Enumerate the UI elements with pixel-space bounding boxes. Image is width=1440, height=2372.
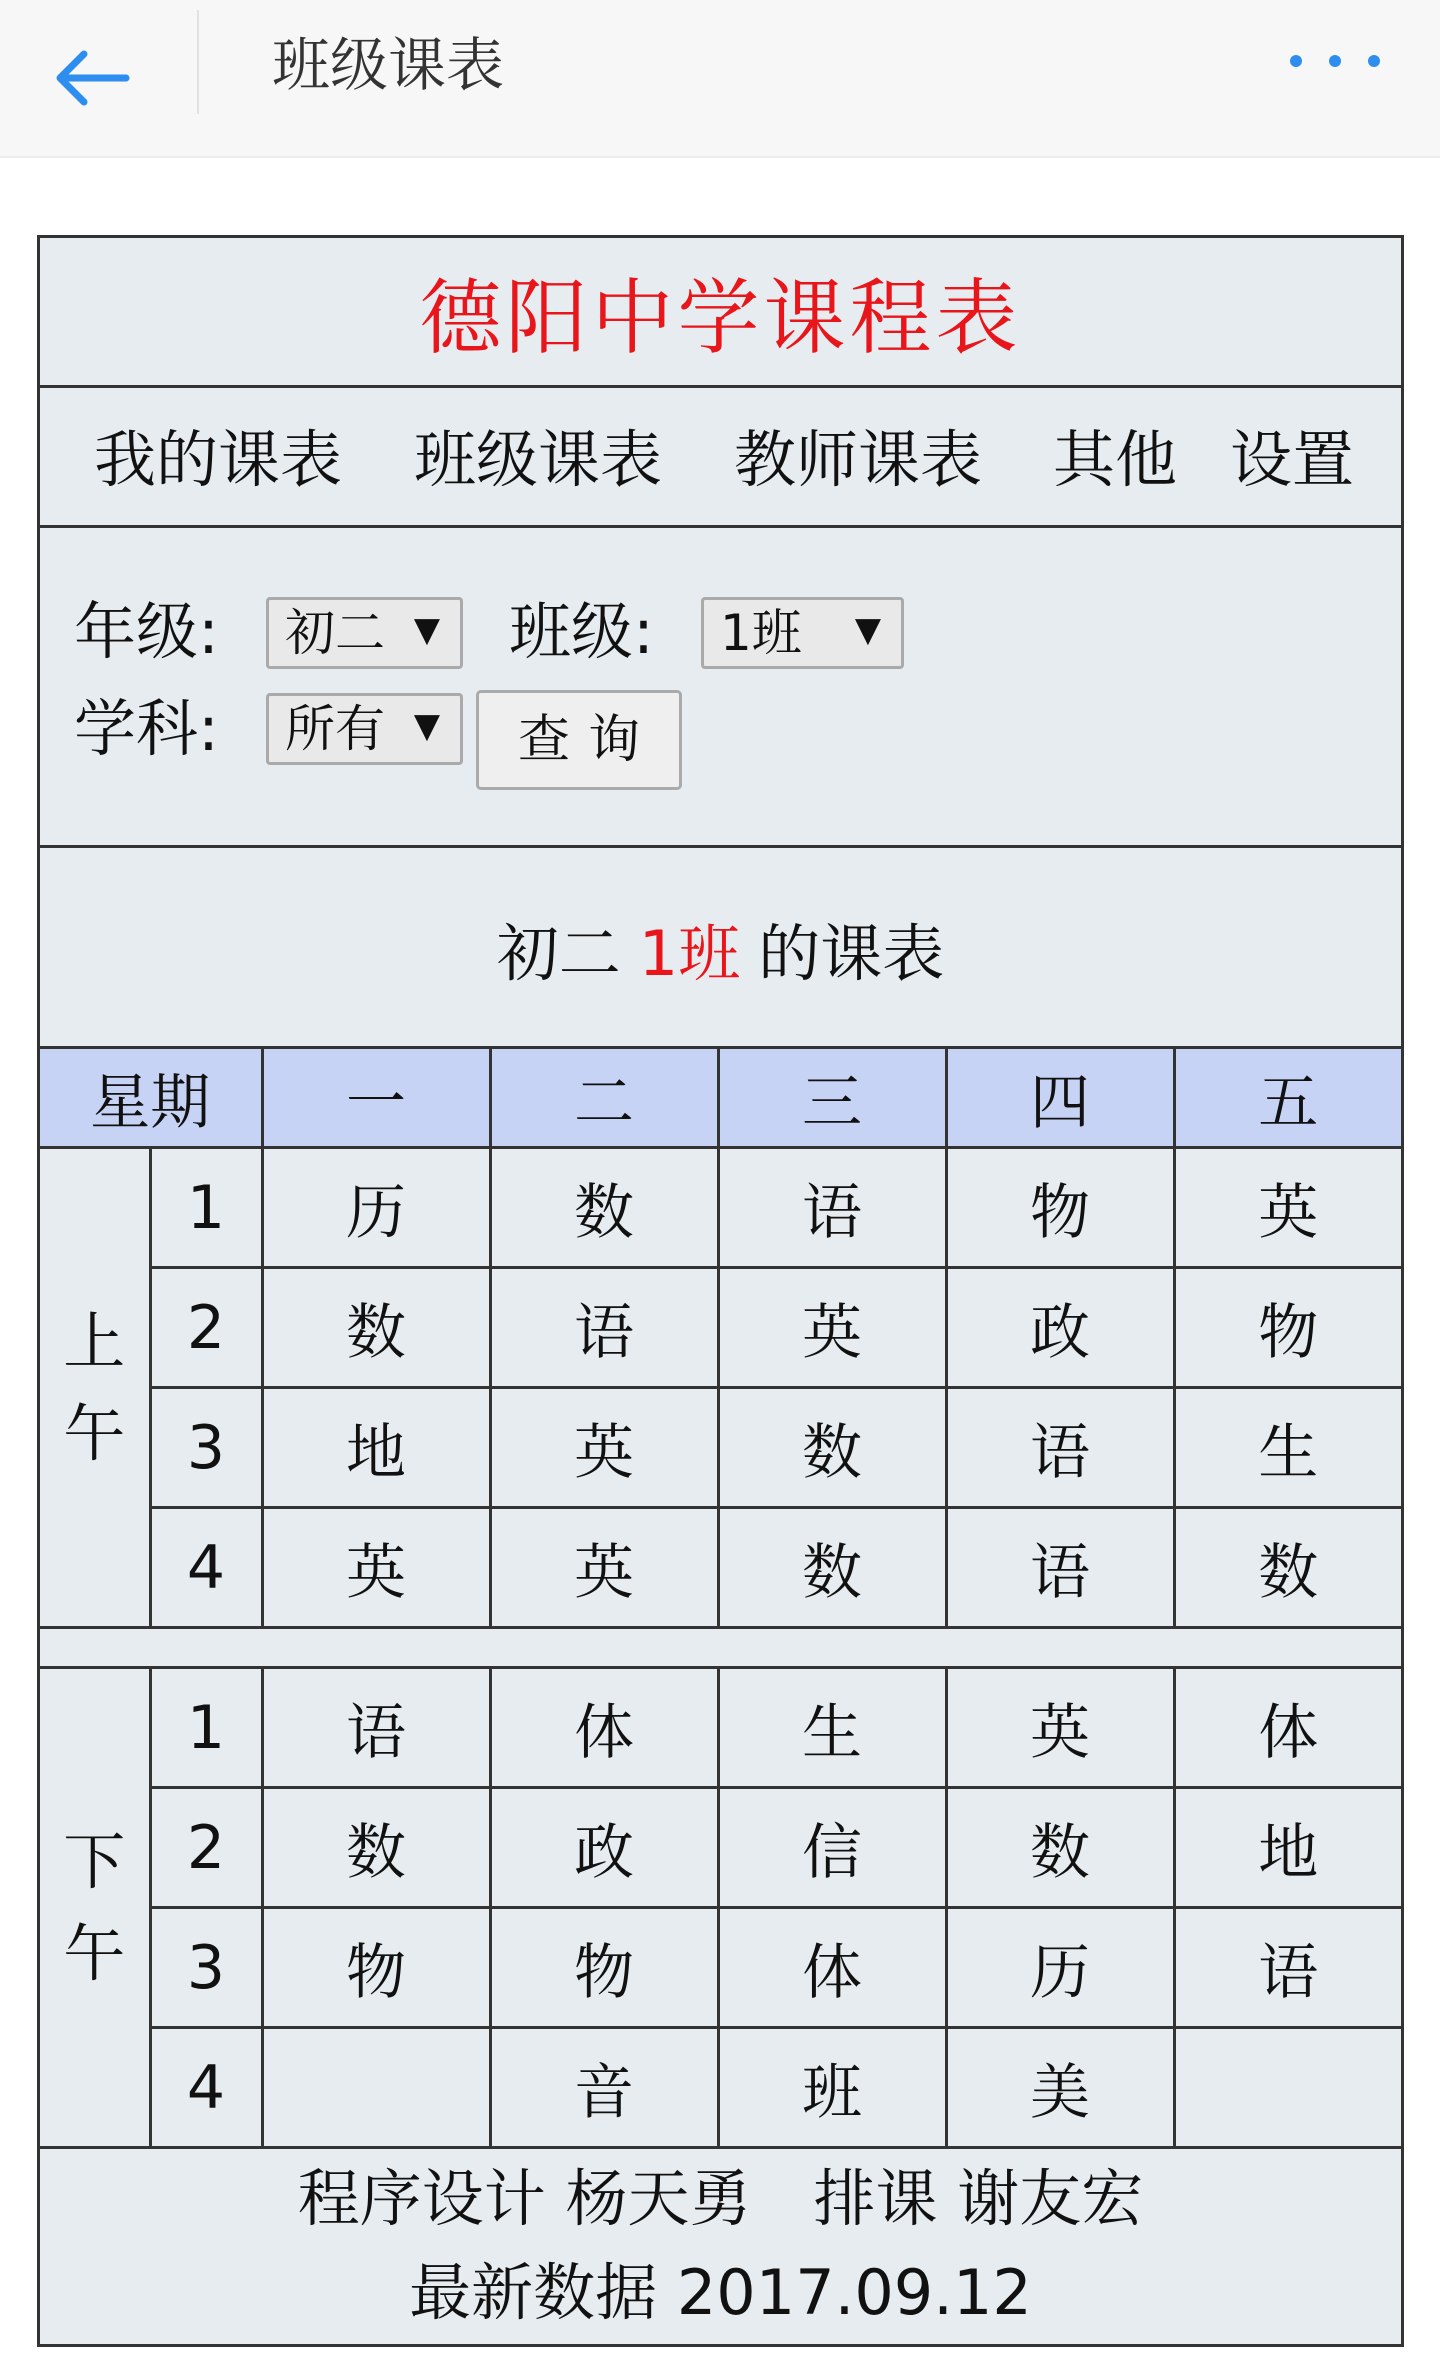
subject-select-value: 所有: [285, 700, 385, 758]
table-row: [40, 1148, 1401, 1268]
class-select-value: 1班: [720, 604, 802, 662]
lesson-cell: 物: [262, 1908, 490, 2028]
period-number-cell: 1: [150, 1668, 262, 1788]
weekday-header-cell: 五: [1174, 1048, 1401, 1148]
more-button[interactable]: [1290, 36, 1380, 86]
lesson-cell: 数: [946, 1788, 1174, 1908]
table-row: [40, 1508, 1401, 1628]
lesson-cell: 数: [262, 1788, 490, 1908]
lesson-cell: 英: [946, 1668, 1174, 1788]
dropdown-arrow-icon: ▼: [413, 610, 440, 650]
lesson-cell: 语: [1174, 1908, 1401, 2028]
query-form: [40, 528, 1401, 848]
lesson-cell: 物: [1174, 1268, 1401, 1388]
period-number-cell: 2: [150, 1788, 262, 1908]
caption-grade: 初二: [496, 916, 621, 990]
lesson-cell: 班: [718, 2028, 946, 2148]
lesson-cell: 地: [1174, 1788, 1401, 1908]
lesson-cell: 英: [1174, 1148, 1401, 1268]
lesson-cell: 数: [262, 1268, 490, 1388]
period-number-cell: 3: [150, 1908, 262, 2028]
table-row: [40, 1668, 1401, 1788]
app-bar: [0, 0, 1440, 158]
schedule-caption: [40, 848, 1401, 1048]
period-number-cell: 3: [150, 1388, 262, 1508]
nav-my-schedule[interactable]: 我的课表: [94, 423, 343, 496]
lesson-cell: 体: [490, 1668, 718, 1788]
gap-cell: [40, 1628, 1401, 1668]
class-select[interactable]: [701, 597, 904, 669]
table-row: [40, 1788, 1401, 1908]
lesson-cell: 物: [490, 1908, 718, 2028]
weekday-header-cell: 三: [718, 1048, 946, 1148]
nav-teacher-schedule[interactable]: 教师课表: [734, 423, 983, 496]
morning-label-text: 上: [63, 1304, 126, 1378]
subject-select[interactable]: [266, 693, 463, 765]
class-label: 班级:: [509, 595, 654, 668]
header-row: [40, 1048, 1401, 1148]
weekday-header-cell: 星期: [40, 1048, 262, 1148]
table-gap-row: [40, 1628, 1401, 1668]
lesson-cell: 生: [718, 1668, 946, 1788]
more-dot: [1368, 55, 1380, 67]
lesson-cell: 美: [946, 2028, 1174, 2148]
nav-other[interactable]: 其他: [1053, 423, 1178, 496]
grade-select[interactable]: [266, 597, 463, 669]
appbar-divider: [197, 10, 199, 114]
table-row: [40, 1268, 1401, 1388]
lesson-cell: [262, 2028, 490, 2148]
period-number-cell: 2: [150, 1268, 262, 1388]
grade-label: 年级:: [74, 595, 219, 668]
morning-label: [40, 1148, 150, 1628]
morning-label-text: 午: [63, 1396, 126, 1470]
lesson-cell: 政: [490, 1788, 718, 1908]
query-button[interactable]: 查询: [476, 690, 682, 790]
lesson-cell: 英: [490, 1388, 718, 1508]
lesson-cell: 数: [1174, 1508, 1401, 1628]
nav-class-schedule[interactable]: 班级课表: [414, 423, 663, 496]
footer-credits: 程序设计 杨天勇 排课 谢友宏: [297, 2162, 1144, 2235]
footer: [40, 2152, 1401, 2340]
grade-select-value: 初二: [285, 604, 385, 662]
table-row: [40, 1908, 1401, 2028]
dropdown-arrow-icon: ▼: [854, 610, 881, 650]
nav-bar: [40, 388, 1401, 528]
afternoon-label-text: 下: [63, 1824, 126, 1898]
lesson-cell: 语: [718, 1148, 946, 1268]
lesson-cell: 英: [718, 1268, 946, 1388]
more-dot: [1329, 55, 1341, 67]
period-number-cell: 4: [150, 1508, 262, 1628]
arrow-left-icon: [52, 48, 130, 108]
period-number-cell: 4: [150, 2028, 262, 2148]
weekday-header-cell: 四: [946, 1048, 1174, 1148]
table-row: [40, 2028, 1401, 2148]
caption-suffix: 的课表: [758, 916, 945, 990]
period-number-cell: 1: [150, 1148, 262, 1268]
school-title: 德阳中学课程表: [40, 238, 1401, 388]
lesson-cell: 历: [262, 1148, 490, 1268]
lesson-cell: 物: [946, 1148, 1174, 1268]
table-row: [40, 1388, 1401, 1508]
lesson-cell: [1174, 2028, 1401, 2148]
lesson-cell: 政: [946, 1268, 1174, 1388]
lesson-cell: 数: [718, 1388, 946, 1508]
lesson-cell: 音: [490, 2028, 718, 2148]
afternoon-label: [40, 1668, 150, 2148]
lesson-cell: 语: [946, 1508, 1174, 1628]
page-title: 班级课表: [272, 31, 505, 99]
weekday-header-cell: 一: [262, 1048, 490, 1148]
dropdown-arrow-icon: ▼: [413, 706, 440, 746]
lesson-cell: 语: [946, 1388, 1174, 1508]
lesson-cell: 信: [718, 1788, 946, 1908]
lesson-cell: 生: [1174, 1388, 1401, 1508]
schedule-panel: [37, 235, 1404, 2347]
lesson-cell: 体: [718, 1908, 946, 2028]
lesson-cell: 历: [946, 1908, 1174, 2028]
more-dots-icon: [1290, 55, 1302, 67]
afternoon-label-text: 午: [63, 1916, 126, 1990]
lesson-cell: 数: [490, 1148, 718, 1268]
subject-label: 学科:: [74, 692, 219, 765]
lesson-cell: 语: [490, 1268, 718, 1388]
lesson-cell: 语: [262, 1668, 490, 1788]
nav-settings[interactable]: 设置: [1230, 423, 1355, 496]
lesson-cell: 英: [490, 1508, 718, 1628]
footer-updated: 最新数据 2017.09.12: [409, 2256, 1032, 2329]
schedule-table: [40, 1046, 1401, 2149]
back-button[interactable]: [52, 26, 172, 130]
caption-class: 1班: [638, 916, 741, 990]
weekday-header-cell: 二: [490, 1048, 718, 1148]
lesson-cell: 地: [262, 1388, 490, 1508]
lesson-cell: 英: [262, 1508, 490, 1628]
lesson-cell: 体: [1174, 1668, 1401, 1788]
lesson-cell: 数: [718, 1508, 946, 1628]
